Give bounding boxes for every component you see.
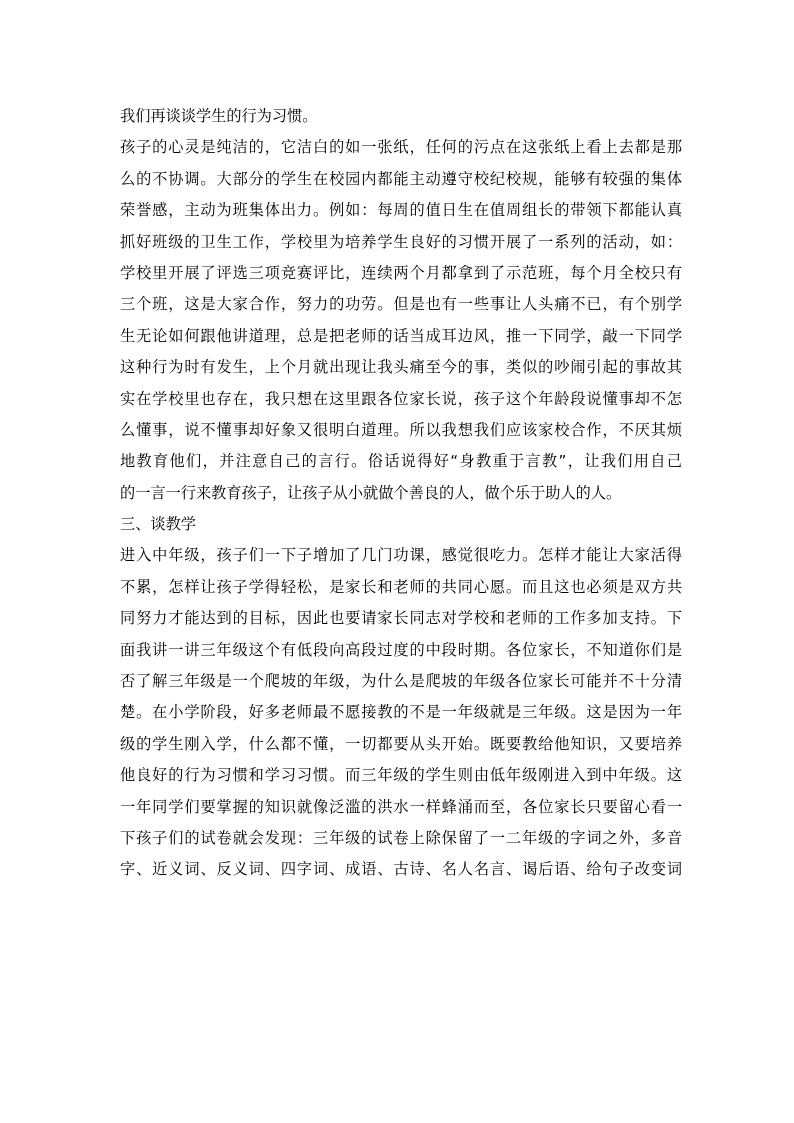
paragraph-line: 这种行为时有发生，上个月就出现让我头痛至今的事，类似的吵闹引起的事故其 [120,358,682,377]
paragraph-line: 下孩子们的试卷就会发现：三年级的试卷上除保留了一二年级的字词之外，多音 [120,828,682,847]
paragraph-line: 字、近义词、反义词、四字词、成语、古诗、名人名言、谒后语、给句子改变词 [120,860,682,879]
paragraph-line: 面我讲一讲三年级这个有低段向高段过度的中段时期。各位家长，不知道你们是 [120,640,682,659]
paragraph-line: 抓好班级的卫生工作，学校里为培养学生良好的习惯开展了一系列的活动，如： [120,232,682,251]
paragraph-line: 实在学校里也存在，我只想在这里跟各位家长说，孩子这个年龄段说懂事却不怎 [120,389,682,408]
paragraph-line: 否了解三年级是一个爬坡的年级，为什么是爬坡的年级各位家长可能并不十分清 [120,672,682,691]
paragraph-line: 荣誉感，主动为班集体出力。例如：每周的值日生在值周组长的带领下都能认真 [120,201,682,220]
section-heading: 三、谈教学 [120,515,196,534]
paragraph-line: 他良好的行为习惯和学习习惯。而三年级的学生则由低年级刚进入到中年级。这 [120,766,682,785]
paragraph-line: 级的学生刚入学，什么都不懂，一切都要从头开始。既要教给他知识，又要培养 [120,734,682,753]
paragraph-line: 的一言一行来教育孩子，让孩子从小就做个善良的人，做个乐于助人的人。 [120,483,622,502]
paragraph-line: 一年同学们要掌握的知识就像泛滥的洪水一样蜂涌而至，各位家长只要留心看一 [120,797,682,816]
paragraph-line: 不累，怎样让孩子学得轻松，是家长和老师的共同心愿。而且这也必须是双方共 [120,577,682,596]
paragraph-line: 三个班，这是大家合作，努力的功劳。但是也有一些事让人头痛不已，有个别学 [120,295,682,314]
paragraph-line: 么懂事，说不懂事却好象又很明白道理。所以我想我们应该家校合作，不厌其烦 [120,420,682,439]
paragraph-line: 学校里开展了评选三项竞赛评比，连续两个月都拿到了示范班，每个月全校只有 [120,263,682,282]
paragraph-line: 我们再谈谈学生的行为习惯。 [120,107,318,125]
paragraph-line: 生无论如何跟他讲道理，总是把老师的话当成耳边风，推一下同学，敲一下同学 [120,326,682,345]
paragraph-line: 进入中年级，孩子们一下子增加了几门功课，感觉很吃力。怎样才能让大家活得 [120,546,682,565]
document-body [120,101,682,886]
paragraph-line: 楚。在小学阶段，好多老师最不愿接教的不是一年级就是三年级。这是因为一年 [120,703,682,722]
paragraph-line: 地教育他们，并注意自己的言行。俗话说得好“身教重于言教”，让我们用自己 [120,452,682,471]
paragraph-line: 么的不协调。大部分的学生在校园内都能主动遵守校纪校规，能够有较强的集体 [120,169,682,188]
paragraph-line: 同努力才能达到的目标，因此也要请家长同志对学校和老师的工作多加支持。下 [120,609,682,628]
paragraph-line: 孩子的心灵是纯洁的，它洁白的如一张纸，任何的污点在这张纸上看上去都是那 [120,138,682,157]
